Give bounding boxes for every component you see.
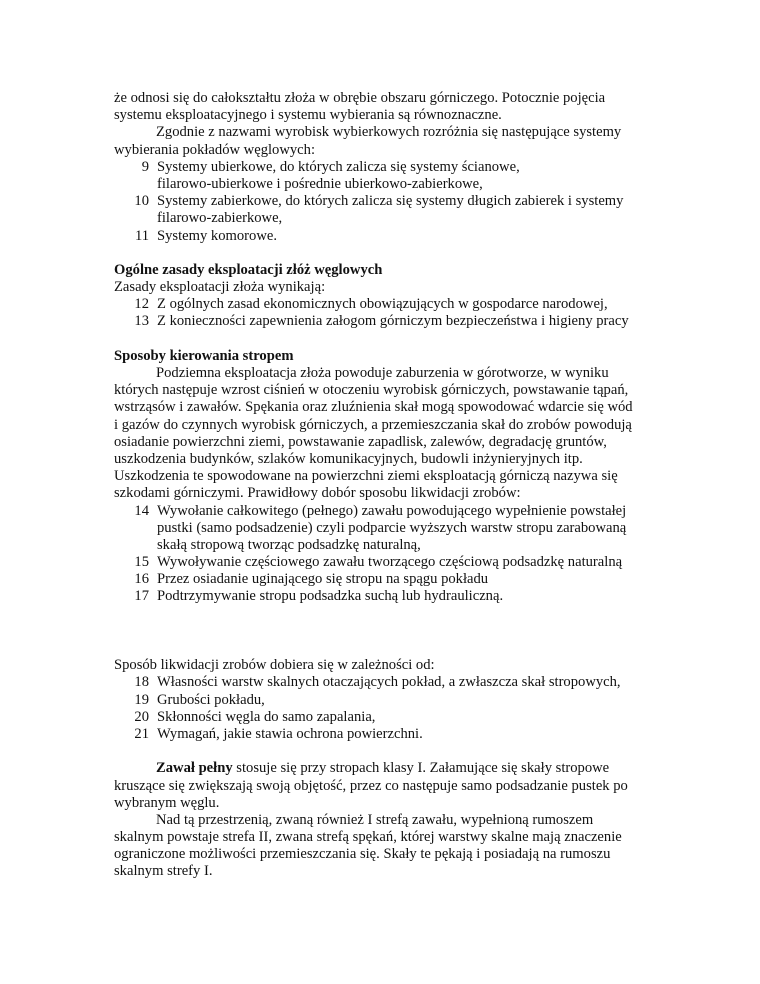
list-exploitation-rules [114,296,644,330]
list-item-text: filarowo-ubierkowe i pośrednie ubierkowo-zabierkowe, [157,175,483,192]
text-line: skalnym powstaje strefa II, zwana strefą spękań, której warstwy skalne mają znaczenie [114,829,622,846]
list-item-text: Systemy ubierkowe, do których zalicza się systemy ścianowe, [157,158,520,175]
text-line: osiadanie powierzchni ziemi, powstawanie zapadlisk, zalewów, degradację gruntów, [114,433,607,450]
list-item-text: Wywołanie całkowitego (pełnego) zawału powodującego wypełnienie powstałej [157,502,627,519]
list-number: 12 [134,296,149,313]
text-line: Zgodnie z nazwami wyrobisk wybierkowych rozróżnia się następujące systemy [156,124,622,141]
list-item-text: Wymagań, jakie stawia ochrona powierzchni. [157,725,423,742]
paragraph-system-definition [114,90,644,124]
document-page [114,90,644,881]
text-line: systemu eksploatacyjnego i systemu wybierania są równoznaczne. [114,107,502,124]
list-item-text: Z ogólnych zasad ekonomicznych obowiązujących w gospodarce narodowej, [157,296,608,313]
text-line: wybranym węglu. [114,794,220,811]
list-number: 21 [134,725,149,742]
text-line: ograniczone możliwości przemieszczania się. Skały te pękają i posiadają na rumoszu [114,846,611,863]
heading-exploitation-rules: Ogólne zasady eksploatacji złóż węglowych [114,261,383,278]
list-number: 10 [134,193,149,210]
list-item-text: Skłonności węgla do samo zapalania, [157,708,376,725]
list-item-text: Podtrzymywanie stropu podsadzka suchą lub hydrauliczną. [157,588,504,605]
list-goaf-methods [114,503,644,606]
list-item [114,554,644,571]
list-item-text: skałą stropową tworząc podsadzkę naturalną, [157,536,421,553]
text-line: Uszkodzenia te spowodowane na powierzchni ziemi eksploatacją górniczą nazywa się [114,468,618,485]
text-line: skalnym strefy I. [114,863,213,880]
paragraph-full-caving [114,760,644,812]
text-line: Zasady eksploatacji złoża wynikają: [114,279,326,296]
list-number: 15 [134,554,149,571]
text-line [114,760,644,777]
list-item-text: Grubości pokładu, [157,691,265,708]
list-item [114,709,644,726]
list-item [114,588,644,605]
list-item-text: pustki (samo podsadzenie) czyli podparcie wyższych warstw stropu zarabowaną [157,519,627,536]
bold-term: Zawał pełny [156,760,233,777]
text-line: wstrząsów i zawałów. Spękania oraz zluźnienia skał mogą spowodować wdarcie się wód [114,399,633,416]
list-item-text: Systemy komorowe. [157,227,277,244]
list-number: 20 [134,708,149,725]
list-number: 19 [134,691,149,708]
list-item-text: Własności warstw skalnych otaczających pokład, a zwłaszcza skał stropowych, [157,674,621,691]
list-item [114,674,644,691]
list-number: 11 [134,227,149,244]
list-item [114,313,644,330]
text-line: Sposób likwidacji zrobów dobiera się w zależności od: [114,657,435,674]
paragraph-zones [114,812,644,881]
text-line: których następuje wzrost ciśnień w otoczeniu wyrobisk górniczych, powstawanie tąpań, [114,382,629,399]
list-item-text: Z konieczności zapewnienia załogom górniczym bezpieczeństwa i higieny pracy [157,313,629,330]
list-number: 14 [134,502,149,519]
text-span: stosuje się przy stropach klasy I. Załamujące się skały stropowe [232,760,610,777]
list-item [114,193,644,227]
text-line: szkodami górniczymi. Prawidłowy dobór sposobu likwidacji zrobów: [114,485,521,502]
list-item-text: Systemy zabierkowe, do których zalicza się systemy długich zabierek i systemy [157,193,624,210]
paragraph-systems-intro [114,124,644,158]
list-dependencies [114,674,644,743]
list-item-text: filarowo-zabierkowe, [157,210,283,227]
list-mining-systems [114,159,644,245]
text-line: Podziemna eksploatacja złoża powoduje zaburzenia w górotworze, w wyniku [156,365,609,381]
list-item [114,726,644,743]
list-item [114,228,644,245]
list-item-text: Przez osiadanie uginającego się stropu na spągu pokładu [157,571,489,588]
text-line: że odnosi się do całokształtu złoża w obrębie obszaru górniczego. Potocznie pojęcia [114,90,606,106]
list-number: 16 [134,571,149,588]
list-number: 9 [141,158,149,175]
list-item [114,571,644,588]
list-item [114,296,644,313]
list-item [114,692,644,709]
text-line: kruszące się zwiększają swoją objętość, przez co następuje samo podsadzanie pustek po [114,777,628,794]
list-item [114,159,644,193]
list-number: 18 [134,674,149,691]
text-line: Nad tą przestrzenią, zwaną również I strefą zawału, wypełnioną rumoszem [156,811,594,828]
paragraph-roof-control [114,365,644,503]
list-item-text: Wywoływanie częściowego zawału tworzącego częściową podsadzkę naturalną [157,554,623,571]
heading-roof-control: Sposoby kierowania stropem [114,347,294,364]
list-number: 17 [134,588,149,605]
text-line: i gazów do czynnych wyrobisk górniczych, a przemieszczania skał do zrobów powodują [114,416,632,433]
list-number: 13 [134,313,149,330]
text-line: wybierania pokładów węglowych: [114,141,316,158]
text-line: uszkodzenia budynków, szlaków komunikacyjnych, budowli inżynieryjnych itp. [114,450,583,467]
list-item [114,503,644,555]
